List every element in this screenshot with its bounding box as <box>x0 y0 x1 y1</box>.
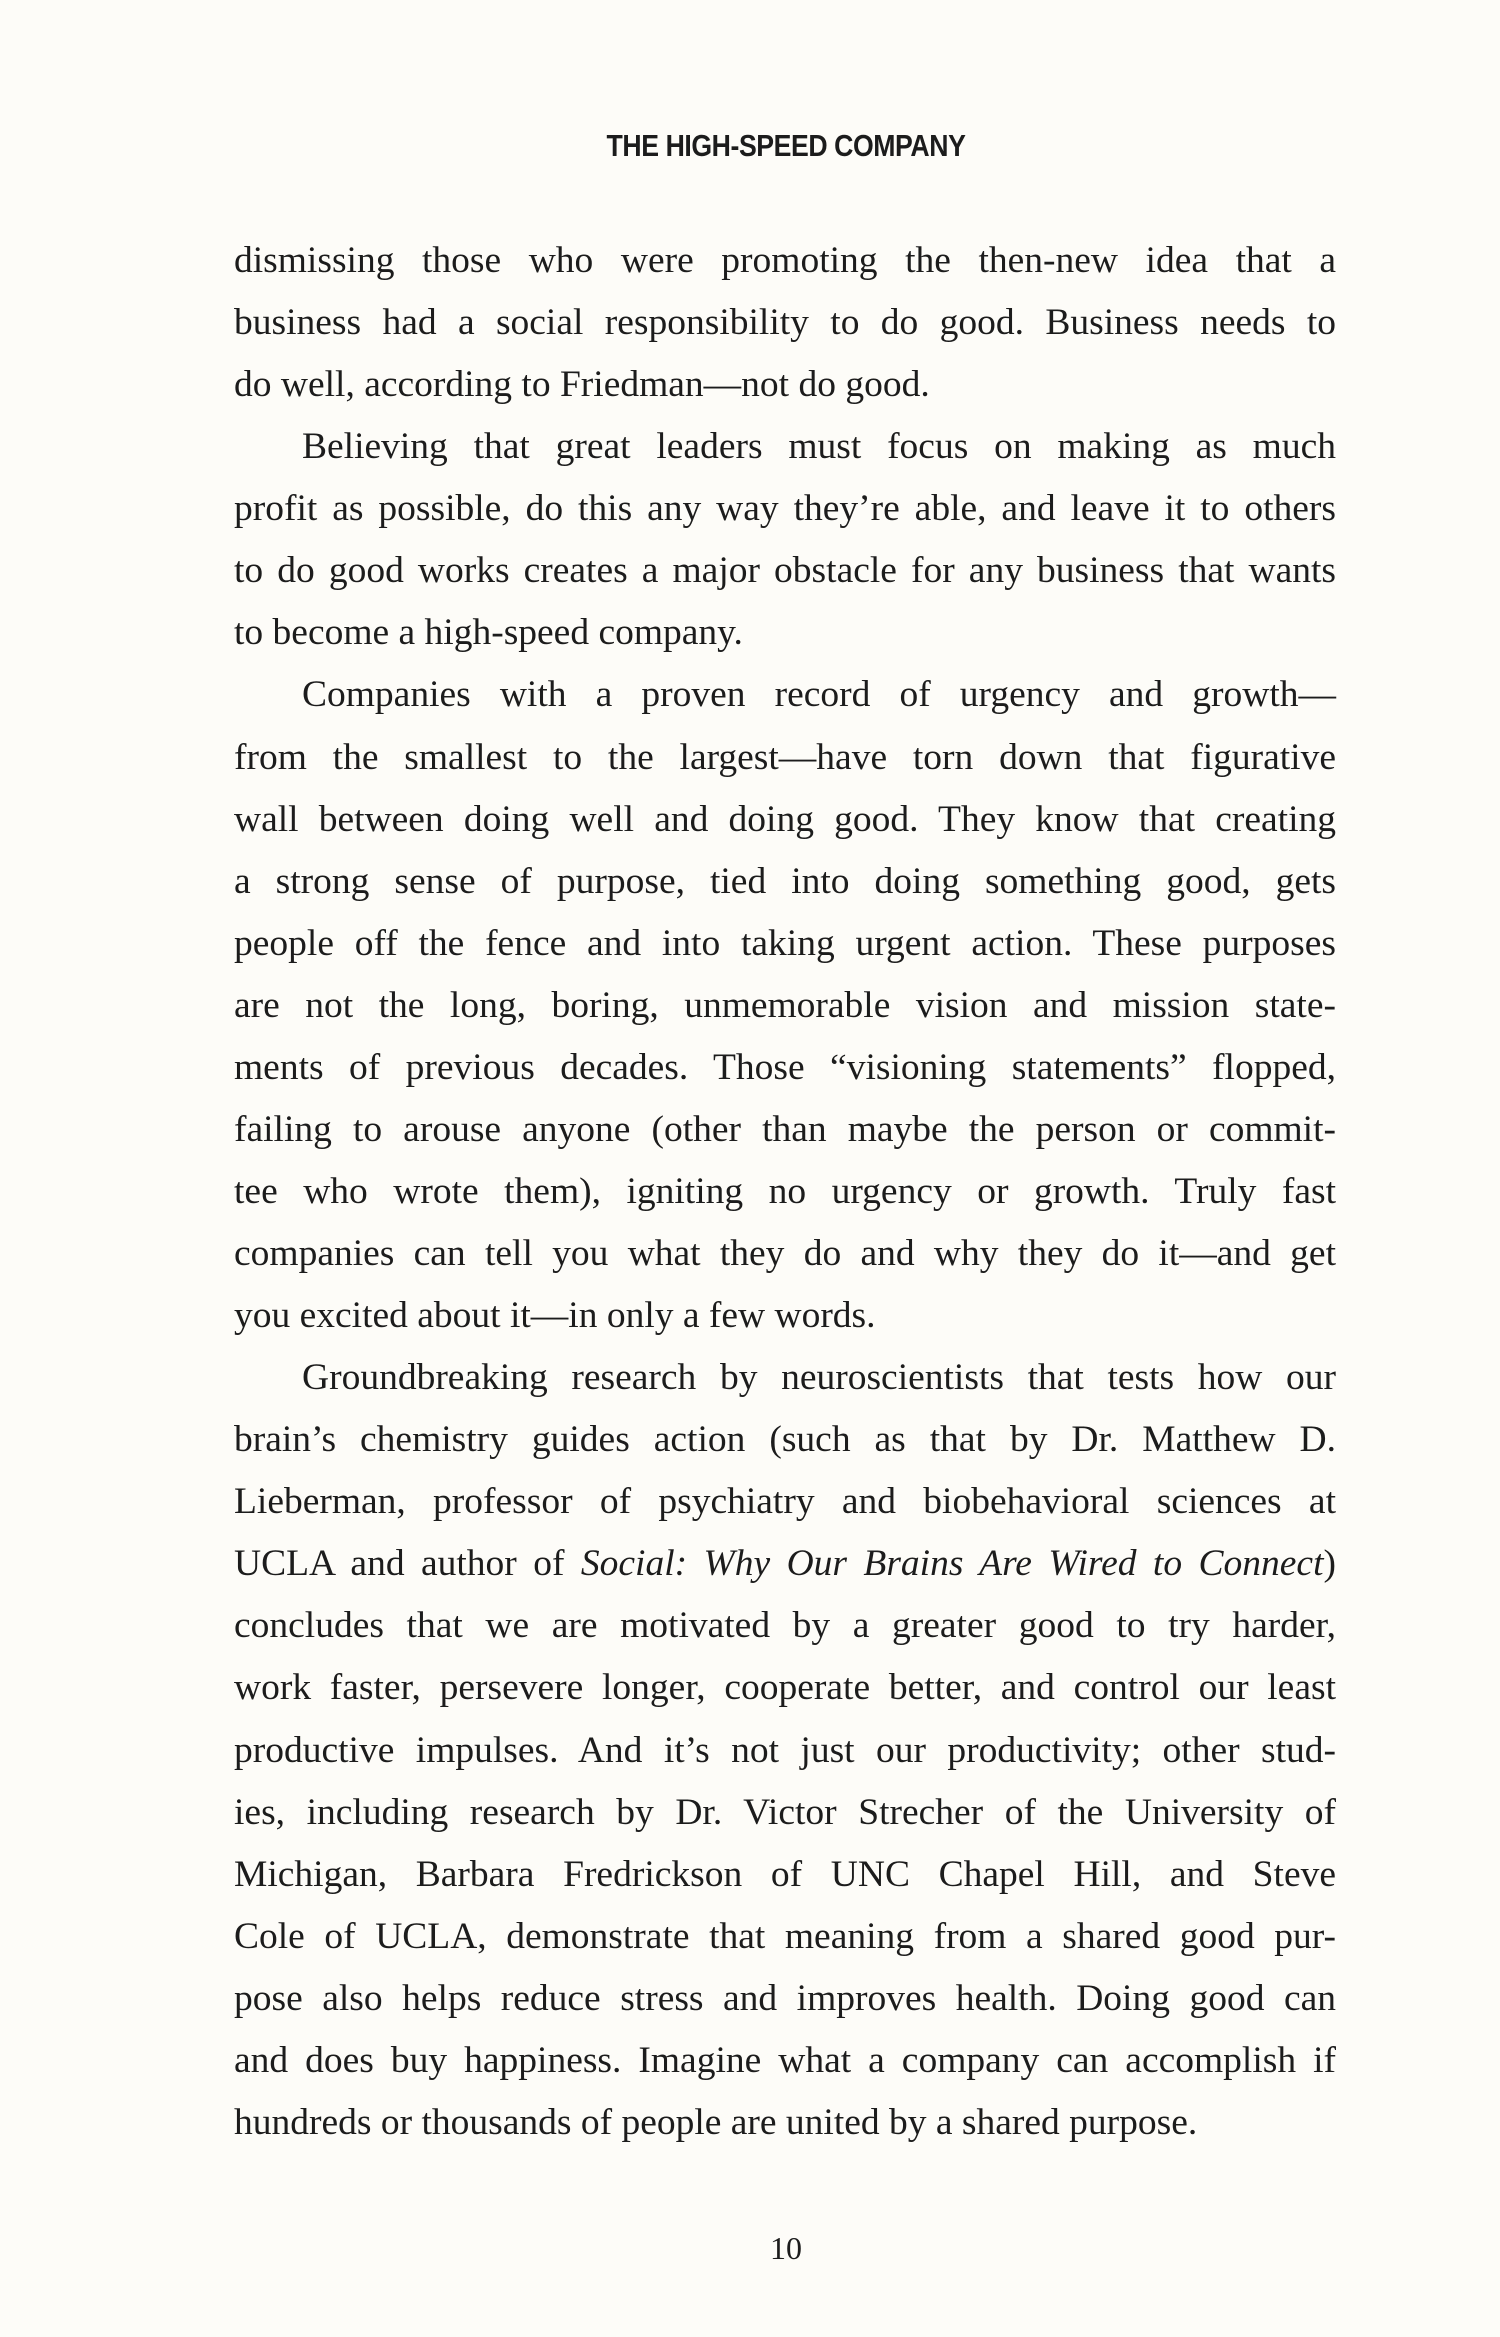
text-segment: to become a high-speed company. <box>234 612 743 654</box>
text-segment: profit as possible, do this any way they’re able, and leave it to others <box>234 488 1336 530</box>
text-line <box>234 1533 1336 1595</box>
text-line <box>234 1037 1336 1099</box>
body-text <box>234 230 1336 2154</box>
text-segment: Believing that great leaders must focus on making as much <box>302 426 1336 468</box>
book-title: Social: Why Our Brains Are Wired to Connect <box>580 1543 1324 1585</box>
text-line <box>234 292 1336 354</box>
text-segment: do well, according to Friedman—not do good. <box>234 364 930 406</box>
text-line <box>234 1968 1336 2030</box>
text-line <box>234 975 1336 1037</box>
text-segment: business had a social responsibility to do good. Business needs to <box>234 302 1336 344</box>
text-segment: failing to arouse anyone (other than maybe the person or commit- <box>234 1108 1336 1150</box>
text-line <box>234 1844 1336 1906</box>
text-line <box>234 1409 1336 1471</box>
page-number: 10 <box>770 2230 802 2266</box>
text-segment: you excited about it—in only a few words. <box>234 1295 876 1337</box>
text-line <box>234 1720 1336 1782</box>
text-segment: and does buy happiness. Imagine what a company can accomplish if <box>234 2039 1336 2081</box>
text-segment: tee who wrote them), igniting no urgency or growth. Truly fast <box>234 1170 1336 1212</box>
text-line <box>234 2030 1336 2092</box>
text-segment: from the smallest to the largest—have torn down that figurative <box>234 736 1336 778</box>
text-segment: companies can tell you what they do and why they do it—and get <box>234 1233 1336 1274</box>
text-line <box>234 727 1336 789</box>
text-line <box>234 1471 1336 1533</box>
paragraph <box>234 416 1336 664</box>
text-segment: productive impulses. And it’s not just our productivity; other stud- <box>234 1729 1336 1771</box>
text-segment: Lieberman, professor of psychiatry and biobehavioral sciences at <box>234 1481 1336 1523</box>
text-line <box>234 416 1336 478</box>
text-segment: UCLA and author of <box>234 1543 581 1585</box>
text-line <box>234 1782 1336 1844</box>
text-line <box>234 1595 1336 1657</box>
text-segment: are not the long, boring, unmemorable vision and mission state- <box>234 984 1336 1026</box>
text-line <box>234 1657 1336 1719</box>
text-line <box>234 1285 1336 1347</box>
text-segment: wall between doing well and doing good. They know that creating <box>234 798 1336 840</box>
text-line <box>234 1347 1336 1409</box>
text-line <box>234 789 1336 851</box>
text-segment: Companies with a proven record of urgency and growth— <box>302 674 1336 716</box>
text-line <box>234 540 1336 602</box>
text-line <box>234 2092 1336 2154</box>
text-line <box>234 230 1336 292</box>
text-line <box>234 664 1336 726</box>
text-line <box>234 1906 1336 1968</box>
text-segment: ies, including research by Dr. Victor Strecher of the University of <box>234 1791 1336 1833</box>
text-line <box>234 602 1336 664</box>
text-segment: to do good works creates a major obstacle for any business that wants <box>234 550 1336 592</box>
running-head: THE HIGH-SPEED COMPANY <box>606 128 966 163</box>
text-line <box>234 478 1336 540</box>
text-segment: dismissing those who were promoting the then-new idea that a <box>234 240 1336 281</box>
text-segment: ) <box>1323 1543 1336 1585</box>
text-segment: people off the fence and into taking urgent action. These purposes <box>234 922 1336 964</box>
text-line <box>234 1099 1336 1161</box>
text-line <box>234 913 1336 975</box>
text-segment: concludes that we are motivated by a greater good to try harder, <box>234 1605 1336 1647</box>
paragraph <box>234 1347 1336 2154</box>
text-segment: brain’s chemistry guides action (such as that by Dr. Matthew D. <box>234 1419 1336 1461</box>
text-line <box>234 354 1336 416</box>
text-line <box>234 1223 1336 1285</box>
text-segment: pose also helps reduce stress and improves health. Doing good can <box>234 1977 1336 2019</box>
text-segment: Cole of UCLA, demonstrate that meaning from a shared good pur- <box>234 1915 1336 1957</box>
text-line <box>234 1161 1336 1223</box>
paragraph <box>234 230 1336 416</box>
text-segment: Michigan, Barbara Fredrickson of UNC Chapel Hill, and Steve <box>234 1853 1336 1895</box>
text-segment: a strong sense of purpose, tied into doing something good, gets <box>234 860 1336 902</box>
paragraph <box>234 664 1336 1347</box>
text-segment: ments of previous decades. Those “visioning statements” flopped, <box>234 1046 1336 1088</box>
text-segment: hundreds or thousands of people are united by a shared purpose. <box>234 2101 1198 2143</box>
text-line <box>234 851 1336 913</box>
text-segment: Groundbreaking research by neuroscientists that tests how our <box>302 1357 1336 1399</box>
text-segment: work faster, persevere longer, cooperate better, and control our least <box>234 1667 1336 1709</box>
